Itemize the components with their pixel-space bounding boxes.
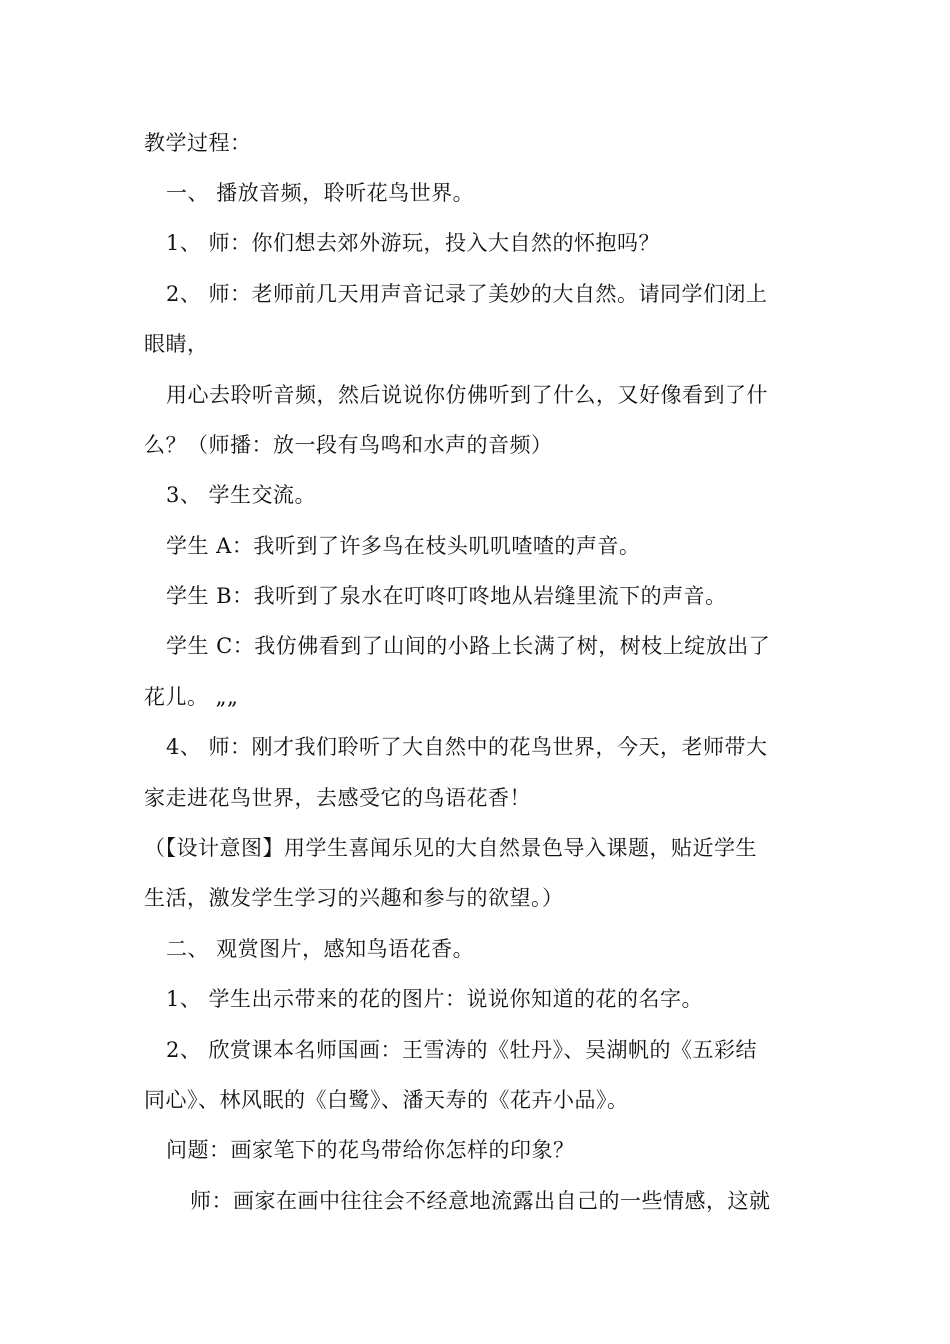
- paragraph-line: 学生 C：我仿佛看到了山间的小路上长满了树，树枝上绽放出了: [166, 634, 771, 658]
- paragraph-line: 1、 师：你们想去郊外游玩，投入大自然的怀抱吗？: [166, 231, 661, 255]
- paragraph-line: 眼睛，: [144, 332, 209, 356]
- paragraph-line: 学生 B：我听到了泉水在叮咚叮咚地从岩缝里流下的声音。: [166, 584, 727, 608]
- design-intent-note: （【设计意图】用学生喜闻乐见的大自然景色导入课题，贴近学生: [144, 836, 757, 860]
- section-two-title: 二、 观赏图片，感知鸟语花香。: [166, 937, 475, 961]
- section-heading: 教学过程：: [144, 131, 252, 155]
- paragraph-line: 2、 师：老师前几天用声音记录了美妙的大自然。请同学们闭上: [166, 282, 768, 306]
- paragraph-line: 用心去聆听音频，然后说说你仿佛听到了什么，又好像看到了什: [166, 383, 768, 407]
- section-one-title: 一、 播放音频，聆听花鸟世界。: [166, 181, 475, 205]
- paragraph-line: 3、 学生交流。: [166, 483, 317, 507]
- paragraph-line: 师：画家在画中往往会不经意地流露出自己的一些情感，这就: [190, 1189, 771, 1213]
- paragraph-line: 4、 师：刚才我们聆听了大自然中的花鸟世界，今天，老师带大: [166, 735, 768, 759]
- paragraph-line: 家走进花鸟世界，去感受它的鸟语花香！: [144, 786, 531, 810]
- paragraph-line: 1、 学生出示带来的花的图片：说说你知道的花的名字。: [166, 987, 704, 1011]
- paragraph-line: 花儿。 „„: [144, 685, 239, 709]
- paragraph-line: 学生 A：我听到了许多鸟在枝头叽叽喳喳的声音。: [166, 534, 641, 558]
- question-line: 问题：画家笔下的花鸟带给你怎样的印象？: [166, 1138, 575, 1162]
- paragraph-line: 2、 欣赏课本名师国画：王雪涛的《牡丹》、吴湖帆的《五彩结: [166, 1038, 758, 1062]
- paragraph-line: 同心》、林风眠的《白鹭》、潘天寿的《花卉小品》。: [144, 1088, 629, 1112]
- paragraph-line: 么？（师播：放一段有鸟鸣和水声的音频）: [144, 433, 553, 457]
- design-intent-note: 生活，激发学生学习的兴趣和参与的欲望。）: [144, 886, 564, 910]
